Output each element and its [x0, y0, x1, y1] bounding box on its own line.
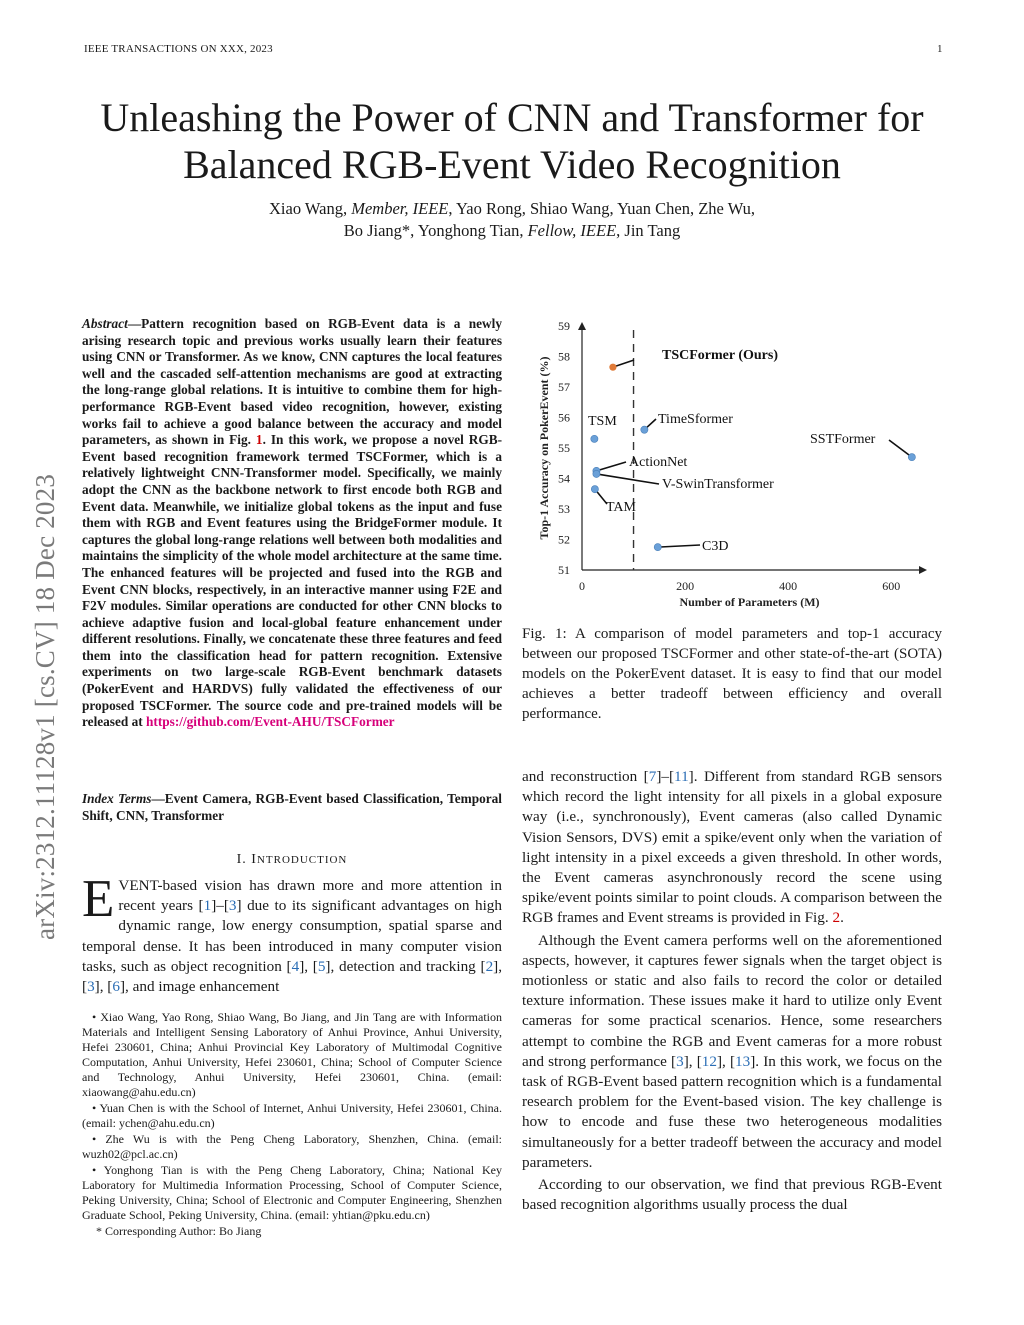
index-terms: [82, 790, 502, 824]
body-text: ], [: [716, 1052, 736, 1070]
citation-link[interactable]: 11: [674, 768, 689, 785]
author-list: [160, 198, 864, 242]
body-paragraph: According to our observation, we find that previous RGB-Event based recognition algorithms usually process the dual: [522, 1176, 942, 1214]
citation-link[interactable]: 3: [228, 897, 237, 915]
citation-link[interactable]: 1: [203, 897, 212, 915]
body-text: Although the Event camera performs well on the aforementioned aspects, however, it captures fewer signals when the target object is motionless or static and also fails to record the color or detailed texture information. These issues make it hard to utilize only Event cameras for some practical scenarios. Hence, some researchers attempt to combine the RGB and Event cameras for a more robust and strong performance [: [522, 931, 942, 1070]
y-tick-label: 52: [558, 532, 570, 547]
point-leader-line: [658, 545, 700, 547]
citation-link[interactable]: 5: [317, 957, 326, 975]
index-terms-body: —Event Camera, RGB-Event based Classification, Temporal Shift, CNN, Transformer: [82, 791, 503, 823]
author-membership: Fellow, IEEE: [527, 221, 617, 240]
point-label: TimeSformer: [658, 412, 733, 427]
section-title-initial: I: [251, 852, 257, 867]
body-text: ]–[: [656, 768, 675, 785]
section-title-rest: NTRODUCTION: [256, 854, 348, 866]
intro-text: ] due to its significant advantages on high dynamic range, low energy consumption, spatial sparse and temporal dense. It has been introduced in many computer vision tasks, such as object recognition [: [82, 897, 502, 975]
point-label: ActionNet: [629, 455, 688, 470]
arxiv-stamp: arXiv:2312.11128v1 [cs.CV] 18 Dec 2023: [30, 473, 60, 940]
x-axis-arrow: [919, 566, 927, 574]
accuracy-vs-params-chart: [522, 312, 952, 612]
running-header: IEEE TRANSACTIONS ON XXX, 2023: [84, 43, 273, 55]
data-point: [591, 486, 598, 493]
data-point: [908, 454, 915, 461]
intro-text: ], [: [82, 957, 503, 996]
point-label: TSCFormer (Ours): [662, 348, 778, 363]
point-label: TAM: [606, 500, 636, 515]
right-column-body: [522, 767, 942, 1215]
body-text: ], [: [683, 1052, 702, 1070]
x-axis-label: Number of Parameters (M): [679, 595, 820, 609]
y-tick-label: 53: [558, 502, 570, 516]
y-tick-label: 55: [558, 441, 570, 455]
body-paragraph: [522, 931, 942, 1173]
citation-link[interactable]: 7: [648, 768, 657, 785]
point-label: SSTFormer: [810, 432, 876, 447]
point-leader-line: [596, 462, 626, 471]
author-line-1: [160, 198, 864, 220]
y-tick-label: 56: [558, 410, 570, 425]
paper-title: [60, 94, 964, 188]
intro-text: ], [: [299, 957, 318, 975]
abstract: [82, 316, 502, 731]
body-text: ]. In this work, we focus on the task of RGB-Event based pattern recognition which is a fundamental research problem for the Event-based vision. The key challenge is how to encode and fuse these two heterogeneous modalities simultaneously for a better tradeoff between the accuracy and model parameters.: [522, 1052, 942, 1171]
body-paragraph: [522, 767, 942, 929]
author-text: Bo Jiang*, Yonghong Tian,: [343, 221, 528, 240]
data-point: [641, 426, 648, 433]
data-point: [654, 544, 661, 551]
title-line-2: Balanced RGB-Event Video Recognition: [183, 142, 841, 187]
point-leader-line: [596, 474, 659, 484]
abstract-lead: Abstract: [82, 316, 128, 331]
body-text: ]. Different from standard RGB sensors which record the light intensity for all pixels in a global exposure way (i.e., synchronously), Event cameras (also called Dynamic Vision Sensors, DVS) emit a spike/event only when the variation of light intensity in a pixel exceeds a given threshold. In other words, the Event cameras asynchronously record the scene using spike/event points similar to point clouds. A comparison between the RGB frames and Event streams is provided in Fig.: [522, 768, 942, 927]
footnote-item: • Xiao Wang, Yao Rong, Shiao Wang, Bo Jiang, and Jin Tang are with Information Materials and Intelligent Sensing Laboratory of Anhui Province, Anhui University, Hefei 230601, China; Anhui Provincial Key Laboratory of Multimodal Cognitive Computation, Anhui University, Hefei 230601, China; School of Computer Science and Technology, Anhui University, Hefei 230601, China. (email: xiaowang@ahu.edu.cn): [82, 1010, 502, 1099]
abstract-body-continued: . In this work, we propose a novel RGB-Event based recognition framework termed TSCFormer, which is a relatively lightweight CNN-Transformer model. Specifically, we mainly adopt the CNN as the backbone network to first encode both RGB and Event data. Meanwhile, we initialize global tokens as the input and fuse them with RGB and Event features using the BridgeFormer module. It captures the global long-range relations well between both modalities and maintains the simplicity of the whole model architecture at the same time. The enhanced features will be projected and fused into the RGB and Event CNN blocks, respectively, in an interactive manner using F2E and F2V modules. Similar operations are conducted for other CNN blocks to achieve adaptive fusion and local-global feature enhancement under different resolutions. Finally, we concatenate these three features and feed them into the classification head for pattern recognition. Extensive experiments on two large-scale RGB-Event benchmark datasets (PokerEvent and HARDVS) fully validated the effectiveness of our proposed TSCFormer. The source code and pre-trained models will be released at: [82, 432, 503, 730]
intro-text: ], [: [94, 978, 113, 996]
title-line-1: Unleashing the Power of CNN and Transformer for: [100, 95, 924, 140]
author-text: , Yao Rong, Shiao Wang, Yuan Chen, Zhe Wu,: [448, 199, 755, 218]
data-point: [609, 364, 616, 371]
y-axis-arrow: [578, 322, 586, 330]
y-tick-label: 59: [558, 319, 570, 333]
x-tick-label: 200: [676, 579, 695, 593]
x-tick-label: 0: [579, 579, 585, 593]
drop-cap: E: [82, 870, 115, 928]
section-heading: [82, 852, 502, 868]
y-tick-label: 57: [558, 380, 570, 394]
point-label: TSM: [588, 414, 617, 429]
y-axis-label: Top-1 Accuracy on PokerEvent (%): [537, 356, 551, 540]
author-text: Xiao Wang,: [269, 199, 352, 218]
point-label: C3D: [702, 539, 729, 554]
y-tick-label: 58: [558, 349, 570, 364]
author-line-2: [160, 220, 864, 242]
x-tick-label: 400: [779, 579, 798, 593]
abstract-body: —Pattern recognition based on RGB-Event data is a newly arising research topic and previous works usually learn their features using CNN or Transformer. As we know, CNN captures the local features well and the cascaded self-attention mechanisms are good at extracting the long-range global relations. It is intuitive to combine them for high-performance RGB-Event based video recognition, however, existing works fail to achieve a good balance between the accuracy and model parameters, as shown in Fig.: [82, 316, 502, 448]
intro-text: ]–[: [211, 897, 229, 915]
y-tick-label: 51: [558, 563, 570, 577]
footnote-item: • Yuan Chen is with the School of Internet, Anhui University, Hefei 230601, China. (email: ychen@ahu.edu.cn): [82, 1101, 502, 1130]
point-leader-line: [889, 440, 912, 457]
citation-link[interactable]: 13: [735, 1052, 751, 1070]
y-tick-label: 54: [558, 471, 570, 486]
citation-link[interactable]: 12: [701, 1052, 717, 1070]
citation-link[interactable]: 2: [485, 957, 494, 975]
data-point: [591, 435, 598, 442]
footnote-item: • Zhe Wu is with the Peng Cheng Laboratory, Shenzhen, China. (email: wuzh02@pcl.ac.cn): [82, 1132, 502, 1161]
author-membership: Member, IEEE: [351, 199, 449, 218]
data-point: [593, 470, 600, 477]
point-label: V-SwinTransformer: [662, 477, 774, 492]
x-tick-label: 600: [882, 579, 901, 593]
footnote-item: • Yonghong Tian is with the Peng Cheng Laboratory, China; National Key Laboratory for Multimedia Information Processing, School of Computer Science, Peking University, China; School of Electronic and Computer Engineering, Shenzhen Graduate School, Peking University, China. (email: yhtian@pku.edu.cn): [82, 1163, 502, 1222]
author-text: , Jin Tang: [616, 221, 681, 240]
body-text: and reconstruction [: [522, 768, 649, 785]
intro-text: VENT-based vision has drawn more and more attention in recent years [: [118, 877, 502, 915]
footnotes: [82, 1010, 502, 1240]
intro-paragraph: [82, 870, 503, 997]
code-link[interactable]: https://github.com/Event-AHU/TSCFormer: [146, 714, 395, 730]
figure-caption: Fig. 1: A comparison of model parameters and top-1 accuracy between our proposed TSCFormer and other state-of-the-art (SOTA) models on the PokerEvent dataset. It is easy to find that our model achieves a better tradeoff between efficiency and overall performance.: [522, 626, 942, 722]
citation-link[interactable]: 6: [112, 978, 120, 996]
page-number: 1: [937, 43, 943, 55]
footnote-item: * Corresponding Author: Bo Jiang: [96, 1224, 262, 1238]
section-number: I.: [236, 852, 252, 867]
body-text: .: [840, 909, 844, 927]
intro-text: ], detection and tracking [: [325, 957, 486, 975]
citation-link[interactable]: 4: [291, 957, 300, 975]
citation-link[interactable]: 3: [676, 1052, 684, 1070]
figure-reference[interactable]: 1: [255, 432, 263, 448]
intro-text: ], and image enhancement: [119, 978, 280, 996]
figure-reference[interactable]: 2: [832, 909, 841, 927]
citation-link[interactable]: 3: [87, 978, 95, 996]
index-terms-lead: Index Terms: [82, 791, 152, 806]
